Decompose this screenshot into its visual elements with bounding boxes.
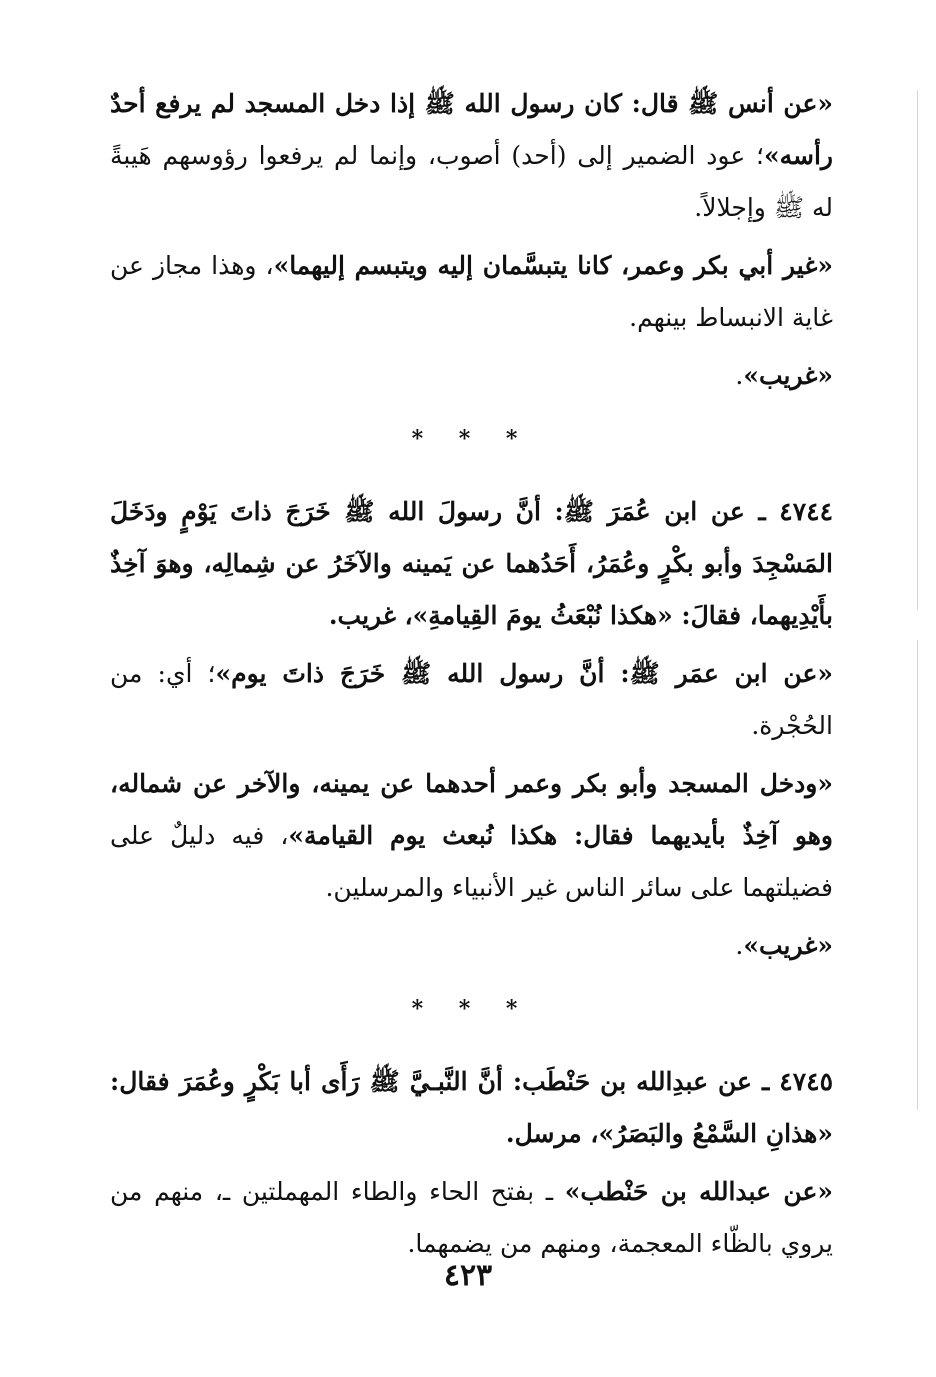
paragraph-3 (110, 350, 833, 402)
punctuation: . (735, 361, 744, 390)
scan-margin-line (917, 90, 918, 610)
commentary-text: ؛ عود الضمير إلى (أحد) أصوب، وإنما لم يرفعوا رؤوسهم هَيبةً له ﷺ وإجلالاً. (110, 141, 833, 222)
page-number: ٤٢٣ (443, 1258, 493, 1293)
paragraph-1 (110, 78, 833, 234)
hadith-quote: «عن ابن عمَر ﷺ: أنَّ رسول الله ﷺ خَرَجَ ذاتَ يوم» (215, 659, 833, 688)
commentary-text: ، وهذا مجاز عن غاية الانبساط بينهم. (110, 251, 833, 332)
page-body (110, 78, 833, 1276)
section-separator: * * * (411, 426, 532, 452)
grading-label: «غريب» (743, 931, 833, 960)
hadith-4744 (110, 486, 833, 642)
hadith-quote: «عن أنس ﷺ قال: كان رسول الله ﷺ إذا دخل المسجد لم يرفع أحدٌ رأسه» (110, 89, 833, 170)
grading-label: «غريب» (743, 361, 833, 390)
paragraph-6 (110, 758, 833, 914)
paragraph-7 (110, 920, 833, 972)
punctuation: . (735, 931, 744, 960)
hadith-4745 (110, 1056, 833, 1160)
commentary-text: ؛ أي: من الحُجْرة. (110, 659, 833, 740)
hadith-text: ٤٧٤٤ ـ عن ابن عُمَرَ ﷺ: أنَّ رسولَ الله ﷺ خَرَجَ ذاتَ يَوْمٍ ودَخَلَ المَسْجِدَ وأبو بكْرٍ وعُمَرُ، أَحَدُهما عن يَمينه والآخَرُ عن شِمالِه، وهوَ آخِذٌ بأَيْدِيهما، فقالَ: «هكذا نُبْعَثُ يومَ القِيامةِ»، غريب. (110, 497, 833, 630)
paragraph-2 (110, 240, 833, 344)
hadith-quote: «ودخل المسجد وأبو بكر وعمر أحدهما عن يمينه، والآخر عن شماله، وهو آخِذٌ بأيديهما فقال: هكذا نُبعث يوم القيامة» (110, 769, 833, 850)
commentary-text: ، فيه دليلٌ على فضيلتهما على سائر الناس غير الأنبياء والمرسلين. (110, 821, 833, 902)
scan-margin-line (917, 640, 918, 1110)
hadith-quote: «عن عبدالله بن حَنْطب» (564, 1177, 833, 1206)
hadith-text: ٤٧٤٥ ـ عن عبدِالله بن حَنْطَب: أنَّ النَّبـيَّ ﷺ رَأَى أبا بَكْرٍ وعُمَرَ فقال: «هذانِ السَّمْعُ والبَصَرُ»، مرسل. (110, 1067, 833, 1148)
paragraph-10 (110, 1166, 833, 1270)
hadith-quote: «غير أبي بكر وعمر، كانا يتبسَّمان إليه ويتبسم إليهما» (273, 251, 833, 280)
paragraph-5 (110, 648, 833, 752)
commentary-text: ـ بفتح الحاء والطاء المهملتين ـ، منهم من يروي بالظّاء المعجمة، ومنهم من يضمهما. (110, 1177, 833, 1258)
section-separator: * * * (411, 996, 532, 1022)
